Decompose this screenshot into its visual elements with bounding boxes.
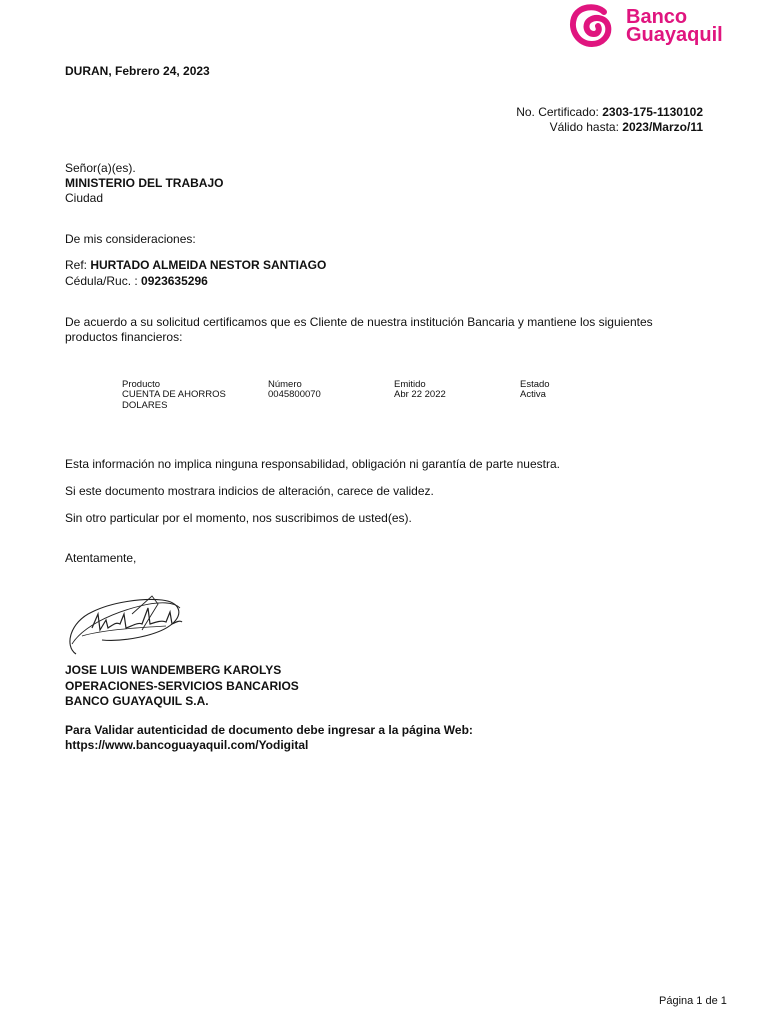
products-header-product: Producto [122, 379, 161, 390]
id-label: Cédula/Ruc. : [65, 274, 142, 288]
reference-line [65, 258, 326, 272]
bank-logo-line1: Banco [626, 6, 688, 28]
validation-url[interactable]: https://www.bancoguayaquil.com/Yodigital [65, 738, 309, 752]
product-row-issued: Abr 22 2022 [394, 389, 446, 400]
products-header-number: Número [268, 379, 302, 390]
recipient-salutation: Señor(a)(es). [65, 161, 136, 175]
validation-instructions: Para Validar autenticidad de documento debe ingresar a la página Web: [65, 723, 473, 737]
closing: Atentamente, [65, 551, 137, 565]
product-row-name-line1: CUENTA DE AHORROS [122, 389, 226, 400]
page-number: Página 1 de 1 [659, 995, 727, 1007]
date-line [65, 64, 210, 78]
certificate-number-value: 2303-175-1130102 [602, 105, 703, 119]
bank-logo-icon [566, 4, 618, 50]
signer-bank: BANCO GUAYAQUIL S.A. [65, 694, 209, 708]
signer-name: JOSE LUIS WANDEMBERG KAROLYS [65, 663, 282, 677]
id-value: 0923635296 [141, 274, 208, 288]
bank-logo-text [626, 8, 723, 44]
disclaimer-closing: Sin otro particular por el momento, nos suscribimos de usted(es). [65, 511, 412, 525]
recipient-city: Ciudad [65, 191, 104, 205]
products-header-status: Estado [520, 379, 550, 390]
body-text-line2: productos financieros: [65, 330, 183, 344]
bank-logo [566, 4, 723, 50]
date-value: , Febrero 24, 2023 [108, 64, 210, 78]
certificate-number-label: No. Certificado: [516, 105, 603, 119]
certificate-valid-until [550, 120, 703, 134]
product-row-name-line2: DOLARES [122, 400, 168, 411]
certificate-valid-label: Válido hasta: [549, 120, 623, 134]
reference-name: HURTADO ALMEIDA NESTOR SANTIAGO [90, 258, 327, 272]
certificate-valid-value: 2023/Marzo/11 [622, 120, 703, 134]
recipient-name: MINISTERIO DEL TRABAJO [65, 176, 224, 190]
products-header-issued: Emitido [394, 379, 426, 390]
greeting: De mis consideraciones: [65, 232, 196, 246]
disclaimer-liability: Esta información no implica ninguna responsabilidad, obligación ni garantía de parte nuestra. [65, 457, 560, 471]
certificate-number [516, 105, 703, 119]
reference-label: Ref: [65, 258, 91, 272]
signer-department: OPERACIONES-SERVICIOS BANCARIOS [65, 679, 299, 693]
body-text-line1: De acuerdo a su solicitud certificamos que es Cliente de nuestra institución Bancaria y mantiene los siguientes [65, 315, 653, 329]
product-row-number: 0045800070 [268, 389, 321, 400]
id-line [65, 274, 208, 288]
date-city: DURAN [65, 64, 109, 78]
handwritten-signature [62, 584, 192, 662]
disclaimer-alteration: Si este documento mostrara indicios de alteración, carece de validez. [65, 484, 434, 498]
bank-logo-line2: Guayaquil [626, 24, 723, 46]
product-row-status: Activa [520, 389, 546, 400]
